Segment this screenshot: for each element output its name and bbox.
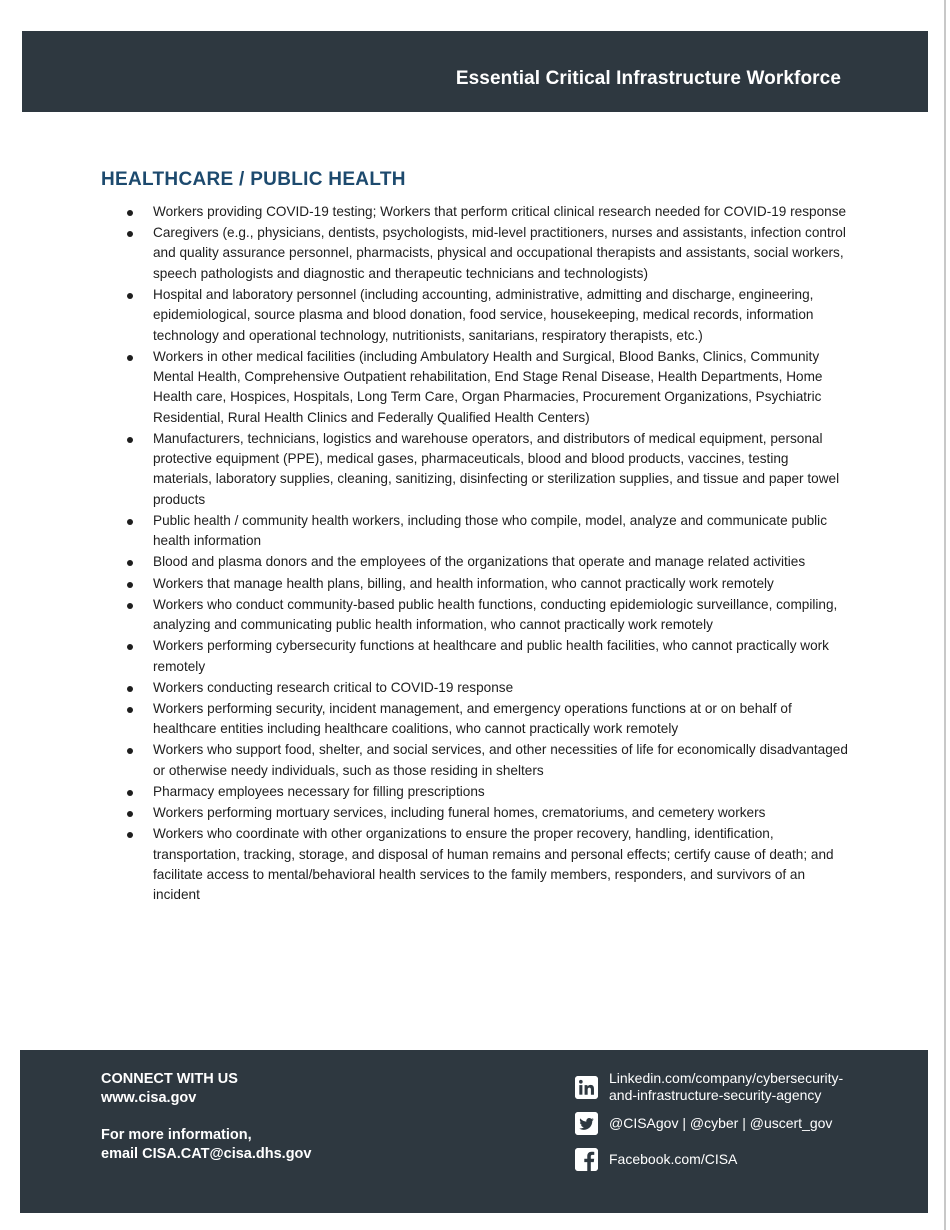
bullet-icon xyxy=(127,355,133,361)
list-item-text: Workers performing security, incident management, and emergency operations functions at or on behalf of healthcare entities including healthcare coalitions, who cannot practically work remotely xyxy=(153,700,792,737)
list-item xyxy=(101,202,851,222)
bullet-icon xyxy=(127,293,133,299)
bullet-icon xyxy=(127,519,133,525)
linkedin-text xyxy=(609,1070,843,1104)
bullet-icon xyxy=(127,811,133,817)
list-item xyxy=(101,636,851,677)
list-item xyxy=(101,347,851,428)
header-title: Essential Critical Infrastructure Workforce xyxy=(455,68,841,89)
more-info-label: For more information, xyxy=(101,1127,252,1143)
list-item-text: Blood and plasma donors and the employees of the organizations that operate and manage related activities xyxy=(153,554,806,570)
list-item xyxy=(101,803,851,823)
list-item xyxy=(101,740,851,781)
bullet-icon xyxy=(127,560,133,566)
bullet-icon xyxy=(127,437,133,443)
bullet-icon xyxy=(127,707,133,713)
list-item xyxy=(101,285,851,346)
facebook-text: Facebook.com/CISA xyxy=(609,1151,738,1167)
list-item xyxy=(101,782,851,802)
facebook-icon xyxy=(575,1148,598,1171)
linkedin-text-line1: Linkedin.com/company/cybersecurity- xyxy=(609,1070,844,1086)
facebook-link[interactable] xyxy=(575,1148,737,1171)
linkedin-text-line2: and-infrastructure-security-agency xyxy=(609,1087,822,1103)
bullet-icon xyxy=(127,832,133,838)
list-item-text: Workers providing COVID-19 testing; Workers that perform critical clinical research needed for COVID-19 response xyxy=(153,204,847,219)
linkedin-icon xyxy=(575,1076,598,1099)
list-item xyxy=(101,552,851,572)
page-edge-line xyxy=(944,0,946,1230)
list-item-text: Workers in other medical facilities (including Ambulatory Health and Surgical, Blood Banks, Clinics, Community Mental Health, Comprehensive Outpatient rehabilitation, End Stage Renal Disease, Health Departments, Home Health care, Hospices, Hospitals, Long Term Care, Organ Pharmacies, Procurement Organizations, Psychiatric Residential, Rural Health Clinics and Federally Qualified Health Centers) xyxy=(153,348,823,425)
list-item-text: Public health / community health workers, including those who compile, model, analyze and communicate public health information xyxy=(153,512,827,549)
section-title: HEALTHCARE / PUBLIC HEALTH xyxy=(101,169,406,190)
twitter-handles: @CISAgov | @cyber | @uscert_gov xyxy=(609,1115,833,1131)
footer-band xyxy=(20,1050,928,1213)
bullet-icon xyxy=(127,686,133,692)
list-item-text: Workers who coordinate with other organizations to ensure the proper recovery, handling, identification, transportation, tracking, storage, and disposal of human remains and personal effects; certify cause of death; and facilitate access to mental/behavioral health services to the family members, responders, and survivors of an incident xyxy=(153,826,834,903)
list-item-text: Workers performing cybersecurity functions at healthcare and public health facilities, who cannot practically work remotely xyxy=(153,638,829,674)
list-item-text: Pharmacy employees necessary for filling prescriptions xyxy=(153,783,485,799)
list-item xyxy=(101,824,851,905)
bullet-icon xyxy=(127,748,133,754)
list-item xyxy=(101,223,851,284)
contact-email-link[interactable]: email CISA.CAT@cisa.dhs.gov xyxy=(101,1146,312,1162)
bullet-icon xyxy=(127,582,133,588)
bullet-icon xyxy=(127,210,133,216)
list-item xyxy=(101,511,851,552)
twitter-link[interactable] xyxy=(575,1112,832,1135)
bullet-icon xyxy=(127,790,133,796)
list-item-text: Workers conducting research critical to COVID-19 response xyxy=(153,679,514,695)
bullet-icon xyxy=(127,644,133,650)
bullet-icon xyxy=(127,231,133,237)
connect-heading: CONNECT WITH US xyxy=(101,1071,238,1087)
list-item-text: Workers who conduct community-based public health functions, conducting epidemiologic surveillance, compiling, analyzing and communicating public health information, who cannot practically work remotely xyxy=(153,596,838,633)
list-item-text: Hospital and laboratory personnel (including accounting, administrative, admitting and discharge, engineering, epidemiological, source plasma and blood donation, food service, housekeeping, medical records, information technology and operational technology, nutritionists, sanitarians, respiratory therapists, etc.) xyxy=(153,286,814,343)
header-band xyxy=(22,31,928,112)
list-item-text: Workers that manage health plans, billing, and health information, who cannot practically work remotely xyxy=(153,575,774,591)
bullet-icon xyxy=(127,603,133,609)
twitter-icon xyxy=(575,1112,598,1135)
list-item-text: Workers who support food, shelter, and social services, and other necessities of life for economically disadvantaged or otherwise needy individuals, such as those residing in shelters xyxy=(153,742,848,778)
list-item xyxy=(101,429,851,510)
linkedin-link[interactable] xyxy=(575,1070,843,1104)
list-item xyxy=(101,574,851,594)
list-item-text: Caregivers (e.g., physicians, dentists, psychologists, mid-level practitioners, nurses and assistants, infection control and quality assurance personnel, pharmacists, physical and occupational therapists and assistants, social workers, speech pathologists and diagnostic and therapeutic technicians and technologists) xyxy=(153,225,846,281)
list-item-text: Manufacturers, technicians, logistics and warehouse operators, and distributors of medical equipment, personal protective equipment (PPE), medical gases, pharmaceuticals, blood and blood products, vaccines, testing materials, laboratory supplies, cleaning, sanitizing, disinfecting or sterilization supplies, and tissue and paper towel products xyxy=(153,430,840,507)
website-link[interactable]: www.cisa.gov xyxy=(101,1090,197,1106)
list-item-text: Workers performing mortuary services, including funeral homes, crematoriums, and cemetery workers xyxy=(153,805,766,821)
list-item xyxy=(101,595,851,636)
workforce-list xyxy=(101,202,851,906)
list-item xyxy=(101,678,851,698)
list-item xyxy=(101,699,851,740)
